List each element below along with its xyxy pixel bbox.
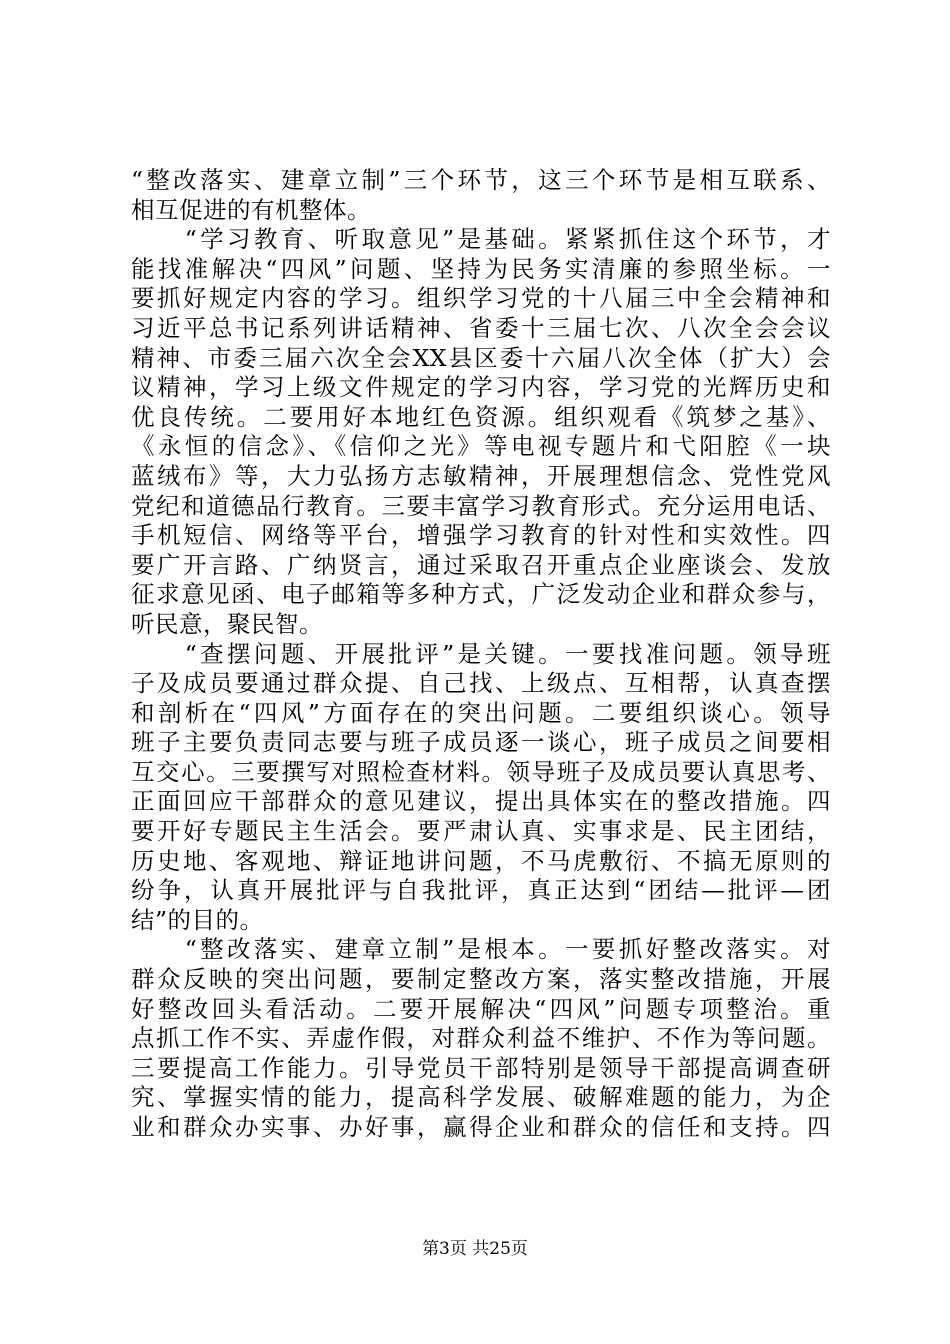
- text-line: 子及成员要通过群众提、自己找、上级点、互相帮，认真查摆: [131, 669, 831, 698]
- text-line: “查摆问题、开展批评”是关键。一要找准问题。领导班: [131, 639, 831, 668]
- text-line: 听民意，聚民智。: [131, 609, 323, 638]
- text-line: 手机短信、网络等平台，增强学习教育的针对性和实效性。四: [131, 521, 831, 550]
- text-line: 点抓工作不实、弄虚作假，对群众利益不维护、不作为等问题。: [131, 1024, 831, 1053]
- text-line: “整改落实、建章立制”是根本。一要抓好整改落实。对: [131, 935, 831, 964]
- text-line: 业和群众办实事、办好事，赢得企业和群众的信任和支持。四: [131, 1113, 831, 1141]
- text-line: 互交心。三要撰写对照检查材料。领导班子及成员要认真思考、: [131, 757, 831, 786]
- text-line: 议精神，学习上级文件规定的学习内容，学习党的光辉历史和: [131, 373, 831, 402]
- text-line: 纷争，认真开展批评与自我批评，真正达到“团结—批评—团: [131, 876, 831, 905]
- page-footer: [0, 1238, 950, 1260]
- text-line: 究、掌握实情的能力，提高科学发展、破解难题的能力，为企: [131, 1083, 831, 1112]
- page-number: 第3页 共25页: [422, 1239, 528, 1259]
- text-line: 三要提高工作能力。引导党员干部特别是领导干部提高调查研: [131, 1053, 831, 1082]
- text-line: “整改落实、建章立制”三个环节，这三个环节是相互联系、: [131, 166, 831, 194]
- text-line: 要开好专题民主生活会。要严肃认真、实事求是、民主团结，: [131, 817, 831, 846]
- text-line: 要抓好规定内容的学习。组织学习党的十八届三中全会精神和: [131, 284, 831, 313]
- text-line: 优良传统。二要用好本地红色资源。组织观看《筑梦之基》、: [131, 402, 831, 431]
- text-line: 征求意见函、电子邮箱等多种方式，广泛发动企业和群众参与，: [131, 580, 831, 609]
- text-line: 历史地、客观地、辩证地讲问题，不马虎敷衍、不搞无原则的: [131, 846, 831, 875]
- text-line: 蓝绒布》等，大力弘扬方志敏精神，开展理想信念、党性党风: [131, 461, 831, 490]
- text-line: 正面回应干部群众的意见建议，提出具体实在的整改措施。四: [131, 787, 831, 816]
- text-line: 相互促进的有机整体。: [131, 195, 371, 224]
- text-line: 习近平总书记系列讲话精神、省委十三届七次、八次全会会议: [131, 313, 831, 342]
- text-line: “学习教育、听取意见”是基础。紧紧抓住这个环节，才: [131, 225, 831, 254]
- text-line: 结”的目的。: [131, 905, 264, 934]
- text-line: 好整改回头看活动。二要开展解决“四风”问题专项整治。重: [131, 994, 831, 1023]
- text-line: 和剖析在“四风”方面存在的突出问题。二要组织谈心。领导: [131, 698, 831, 727]
- text-line: 精神、市委三届六次全会XX县区委十六届八次全体（扩大）会: [131, 343, 831, 372]
- text-line: 群众反映的突出问题，要制定整改方案，落实整改措施，开展: [131, 965, 831, 994]
- text-line: 班子主要负责同志要与班子成员逐一谈心，班子成员之间要相: [131, 728, 831, 757]
- text-line: 能找准解决“四风”问题、坚持为民务实清廉的参照坐标。一: [131, 254, 831, 283]
- text-line: 《永恒的信念》、《信仰之光》等电视专题片和弋阳腔《一块: [131, 432, 831, 461]
- text-line: 要广开言路、广纳贤言，通过采取召开重点企业座谈会、发放: [131, 550, 831, 579]
- text-line: 党纪和道德品行教育。三要丰富学习教育形式。充分运用电话、: [131, 491, 831, 520]
- document-body: [131, 166, 831, 1206]
